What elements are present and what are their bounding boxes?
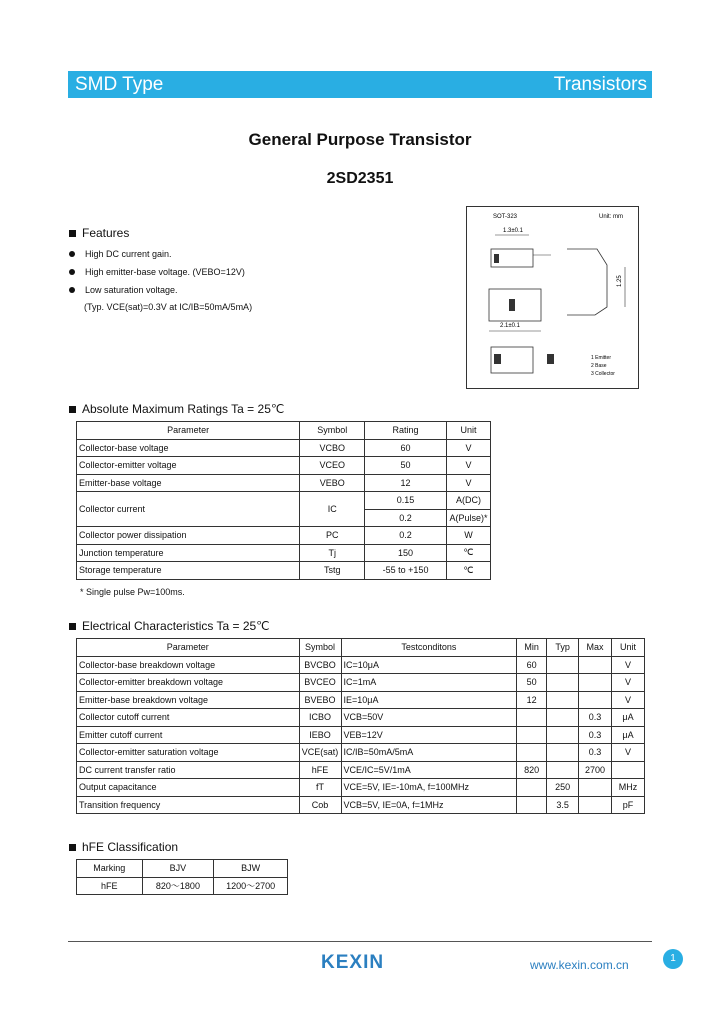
kexin-logo: KEXIN xyxy=(321,952,385,973)
rating-cell: 60 xyxy=(365,439,447,457)
parameter-cell: Emitter cutoff current xyxy=(77,726,300,744)
square-bullet-icon xyxy=(69,230,76,237)
table-row xyxy=(77,562,491,580)
square-bullet-icon xyxy=(69,623,76,630)
rating-cell: 0.2 xyxy=(365,527,447,545)
max-cell: 0.3 xyxy=(579,726,612,744)
rating-cell: 150 xyxy=(365,544,447,562)
feature-text: Low saturation voltage. xyxy=(85,285,178,295)
symbol-cell: VCE(sat) xyxy=(299,744,341,762)
min-cell xyxy=(517,779,547,797)
parameter-cell: Collector cutoff current xyxy=(77,709,300,727)
table-row xyxy=(77,709,645,727)
pin-label: 2 Base xyxy=(591,363,607,369)
table-header-row xyxy=(77,422,491,440)
min-cell: 50 xyxy=(517,674,547,692)
dimension-label: 1.25 xyxy=(617,275,623,287)
unit-cell: A(Pulse)* xyxy=(446,509,490,527)
document-title: General Purpose Transistor xyxy=(248,130,472,149)
header-bar xyxy=(68,71,652,98)
parameter-cell: Junction temperature xyxy=(77,544,300,562)
electrical-characteristics-table xyxy=(76,638,645,814)
unit-cell: μA xyxy=(612,709,645,727)
parameter-cell: Collector current xyxy=(77,492,300,527)
list-item xyxy=(69,245,245,263)
header-category: Transistors xyxy=(553,74,647,95)
condition-cell: IC=1mA xyxy=(341,674,517,692)
unit-cell: W xyxy=(446,527,490,545)
condition-cell: VCE/IC=5V/1mA xyxy=(341,761,517,779)
table-row xyxy=(77,474,491,492)
column-header: Unit xyxy=(446,422,490,440)
table-row xyxy=(77,457,491,475)
abs-max-heading-text: Absolute Maximum Ratings Ta = 25℃ xyxy=(82,402,285,416)
table-header-row xyxy=(77,860,288,878)
column-header: Parameter xyxy=(77,422,300,440)
max-cell xyxy=(579,691,612,709)
list-item xyxy=(69,263,245,281)
column-header: Min xyxy=(517,639,547,657)
column-header: Symbol xyxy=(299,639,341,657)
max-cell xyxy=(579,796,612,814)
package-name: SOT-323 xyxy=(493,214,518,220)
condition-cell: VCB=50V xyxy=(341,709,517,727)
parameter-cell: Storage temperature xyxy=(77,562,300,580)
column-header: Testconditons xyxy=(341,639,517,657)
unit-cell: V xyxy=(446,457,490,475)
table-row xyxy=(77,492,491,510)
symbol-cell: VCBO xyxy=(300,439,365,457)
symbol-cell: IEBO xyxy=(299,726,341,744)
condition-cell: IE=10μA xyxy=(341,691,517,709)
typ-cell xyxy=(547,691,579,709)
features-heading-text: Features xyxy=(82,226,130,240)
symbol-cell: VCEO xyxy=(300,457,365,475)
typ-cell xyxy=(547,709,579,727)
parameter-cell: Emitter-base voltage xyxy=(77,474,300,492)
dot-bullet-icon xyxy=(69,287,75,293)
abs-max-table xyxy=(76,421,491,580)
parameter-cell: DC current transfer ratio xyxy=(77,761,300,779)
typ-cell xyxy=(547,726,579,744)
typ-cell xyxy=(547,656,579,674)
parameter-cell: Output capacitance xyxy=(77,779,300,797)
min-cell xyxy=(517,744,547,762)
unit-cell: V xyxy=(446,474,490,492)
hfe-label-cell: hFE xyxy=(77,877,143,895)
unit-cell: ℃ xyxy=(446,562,490,580)
dimension-label: 1.3±0.1 xyxy=(503,228,523,234)
saturation-note: (Typ. VCE(sat)=0.3V at IC/IB=50mA/5mA) xyxy=(84,302,253,312)
typ-cell xyxy=(547,761,579,779)
symbol-cell: ICBO xyxy=(299,709,341,727)
rating-cell: 12 xyxy=(365,474,447,492)
unit-cell: ℃ xyxy=(446,544,490,562)
column-header: Parameter xyxy=(77,639,300,657)
min-cell xyxy=(517,796,547,814)
symbol-cell: Tj xyxy=(300,544,365,562)
symbol-cell: BVEBO xyxy=(299,691,341,709)
symbol-cell: hFE xyxy=(299,761,341,779)
table-row xyxy=(77,726,645,744)
parameter-cell: Collector-emitter breakdown voltage xyxy=(77,674,300,692)
typ-cell xyxy=(547,744,579,762)
table-row xyxy=(77,877,288,895)
unit-cell: V xyxy=(612,691,645,709)
min-cell xyxy=(517,726,547,744)
column-header: Symbol xyxy=(300,422,365,440)
symbol-cell: BVCBO xyxy=(299,656,341,674)
symbol-cell: IC xyxy=(300,492,365,527)
rating-cell: 50 xyxy=(365,457,447,475)
unit-cell: pF xyxy=(612,796,645,814)
column-header: Max xyxy=(579,639,612,657)
unit-cell xyxy=(612,761,645,779)
unit-cell: MHz xyxy=(612,779,645,797)
typ-cell: 3.5 xyxy=(547,796,579,814)
square-bullet-icon xyxy=(69,406,76,413)
dot-bullet-icon xyxy=(69,251,75,257)
rating-cell: -55 to +150 xyxy=(365,562,447,580)
min-cell xyxy=(517,709,547,727)
abs-max-heading xyxy=(69,402,284,416)
features-heading xyxy=(69,226,129,240)
package-drawing xyxy=(466,206,639,389)
table-row xyxy=(77,544,491,562)
elec-heading-text: Electrical Characteristics Ta = 25℃ xyxy=(82,619,270,633)
features-list xyxy=(69,245,245,299)
unit-cell: V xyxy=(612,744,645,762)
unit-cell: μA xyxy=(612,726,645,744)
parameter-cell: Collector-emitter saturation voltage xyxy=(77,744,300,762)
symbol-cell: fT xyxy=(299,779,341,797)
feature-text: High emitter-base voltage. (VEBO=12V) xyxy=(85,267,245,277)
parameter-cell: Transition frequency xyxy=(77,796,300,814)
min-cell: 12 xyxy=(517,691,547,709)
max-cell xyxy=(579,656,612,674)
footer-divider xyxy=(68,941,652,942)
min-cell: 820 xyxy=(517,761,547,779)
parameter-cell: Collector-base voltage xyxy=(77,439,300,457)
table-row xyxy=(77,674,645,692)
max-cell: 2700 xyxy=(579,761,612,779)
hfe-range-cell: 1200～2700 xyxy=(214,877,288,895)
symbol-cell: Cob xyxy=(299,796,341,814)
typ-cell: 250 xyxy=(547,779,579,797)
max-cell xyxy=(579,779,612,797)
pulse-footnote: * Single pulse Pw=100ms. xyxy=(80,587,185,597)
table-row xyxy=(77,691,645,709)
symbol-cell: VEBO xyxy=(300,474,365,492)
table-row xyxy=(77,527,491,545)
condition-cell: VCB=5V, IE=0A, f=1MHz xyxy=(341,796,517,814)
parameter-cell: Collector-base breakdown voltage xyxy=(77,656,300,674)
table-row xyxy=(77,779,645,797)
table-header-row xyxy=(77,639,645,657)
parameter-cell: Collector-emitter voltage xyxy=(77,457,300,475)
rating-cell: 0.2 xyxy=(365,509,447,527)
hfe-range-cell: 820～1800 xyxy=(142,877,214,895)
pin-label: 3 Collector xyxy=(591,371,615,377)
unit-cell: V xyxy=(612,674,645,692)
unit-cell: V xyxy=(612,656,645,674)
column-header: Typ xyxy=(547,639,579,657)
package-unit: Unit: mm xyxy=(599,214,623,220)
pin-label: 1 Emitter xyxy=(591,355,612,361)
unit-cell: V xyxy=(446,439,490,457)
table-row xyxy=(77,439,491,457)
parameter-cell: Emitter-base breakdown voltage xyxy=(77,691,300,709)
table-row xyxy=(77,656,645,674)
hfe-heading-text: hFE Classification xyxy=(82,840,179,854)
header-type: SMD Type xyxy=(75,74,164,95)
column-header: BJW xyxy=(214,860,288,878)
condition-cell: VCE=5V, IE=-10mA, f=100MHz xyxy=(341,779,517,797)
hfe-classification-table xyxy=(76,859,288,895)
symbol-cell: BVCEO xyxy=(299,674,341,692)
column-header: Unit xyxy=(612,639,645,657)
list-item xyxy=(69,281,245,299)
symbol-cell: Tstg xyxy=(300,562,365,580)
part-number: 2SD2351 xyxy=(326,170,394,187)
feature-text: High DC current gain. xyxy=(85,249,172,259)
hfe-heading xyxy=(69,840,178,854)
condition-cell: IC=10μA xyxy=(341,656,517,674)
square-bullet-icon xyxy=(69,844,76,851)
symbol-cell: PC xyxy=(300,527,365,545)
unit-cell: A(DC) xyxy=(446,492,490,510)
dimension-label: 2.1±0.1 xyxy=(500,323,520,329)
website-link[interactable]: www.kexin.com.cn xyxy=(530,958,629,972)
max-cell xyxy=(579,674,612,692)
dot-bullet-icon xyxy=(69,269,75,275)
max-cell: 0.3 xyxy=(579,744,612,762)
max-cell: 0.3 xyxy=(579,709,612,727)
typ-cell xyxy=(547,674,579,692)
parameter-cell: Collector power dissipation xyxy=(77,527,300,545)
min-cell: 60 xyxy=(517,656,547,674)
table-row xyxy=(77,796,645,814)
column-header: Marking xyxy=(77,860,143,878)
condition-cell: VEB=12V xyxy=(341,726,517,744)
column-header: Rating xyxy=(365,422,447,440)
page-number: 1 xyxy=(663,949,683,969)
column-header: BJV xyxy=(142,860,214,878)
rating-cell: 0.15 xyxy=(365,492,447,510)
condition-cell: IC/IB=50mA/5mA xyxy=(341,744,517,762)
table-row xyxy=(77,761,645,779)
table-row xyxy=(77,744,645,762)
package-outline-diagram xyxy=(467,207,638,388)
elec-heading xyxy=(69,619,270,633)
